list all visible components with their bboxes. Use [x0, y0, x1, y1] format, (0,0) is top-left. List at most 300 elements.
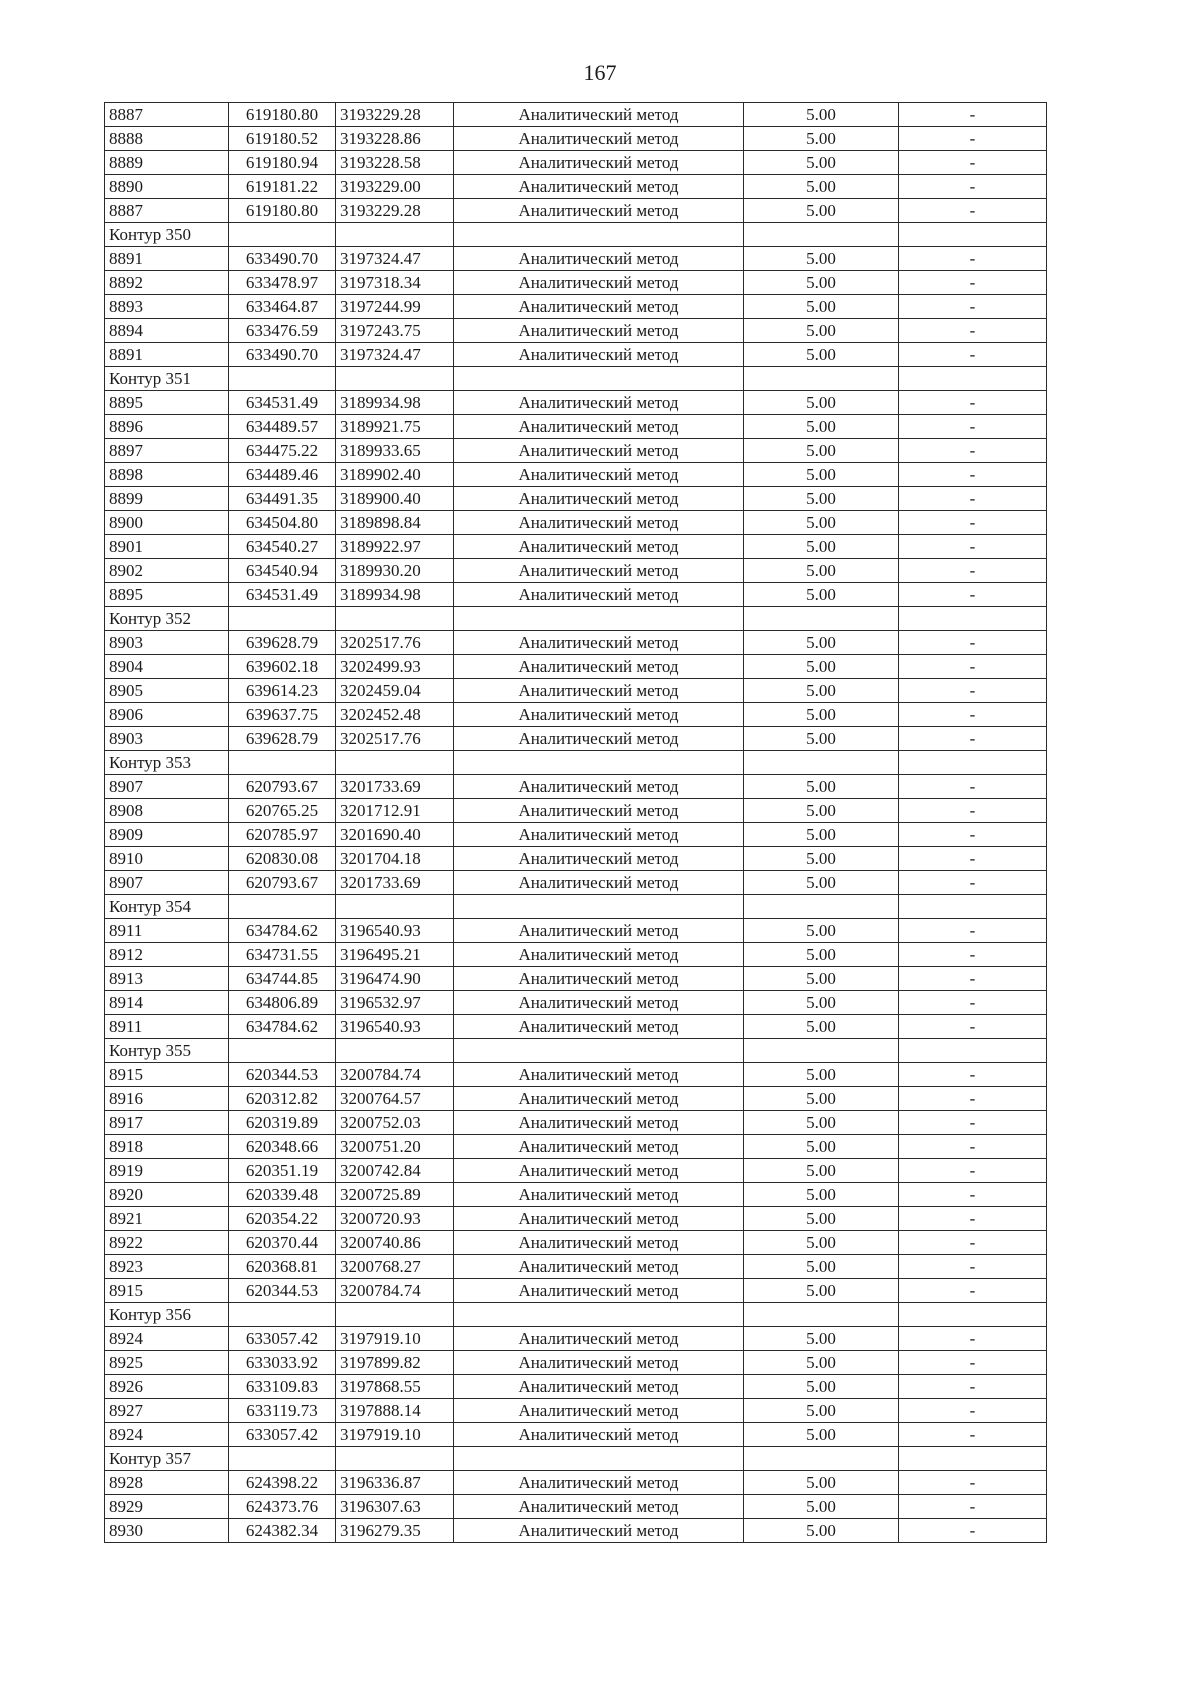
note-cell: -	[899, 319, 1047, 343]
note-cell	[899, 1303, 1047, 1327]
note-cell: -	[899, 943, 1047, 967]
method-cell: Аналитический метод	[454, 1183, 744, 1207]
accuracy-cell: 5.00	[744, 1327, 899, 1351]
y-coordinate-cell: 3197919.10	[336, 1423, 454, 1447]
y-coordinate-cell	[336, 1039, 454, 1063]
table-row	[105, 487, 1047, 511]
note-cell: -	[899, 1087, 1047, 1111]
contour-header-row	[105, 607, 1047, 631]
method-cell: Аналитический метод	[454, 655, 744, 679]
note-cell: -	[899, 1111, 1047, 1135]
note-cell: -	[899, 415, 1047, 439]
note-cell: -	[899, 1399, 1047, 1423]
method-cell: Аналитический метод	[454, 871, 744, 895]
method-cell: Аналитический метод	[454, 775, 744, 799]
table-row	[105, 655, 1047, 679]
point-number-cell: 8898	[105, 463, 229, 487]
method-cell: Аналитический метод	[454, 439, 744, 463]
method-cell: Аналитический метод	[454, 823, 744, 847]
accuracy-cell: 5.00	[744, 967, 899, 991]
x-coordinate-cell: 620793.67	[229, 871, 336, 895]
method-cell: Аналитический метод	[454, 1495, 744, 1519]
table-row	[105, 1183, 1047, 1207]
x-coordinate-cell: 620354.22	[229, 1207, 336, 1231]
accuracy-cell: 5.00	[744, 103, 899, 127]
table-row	[105, 1351, 1047, 1375]
y-coordinate-cell: 3189898.84	[336, 511, 454, 535]
y-coordinate-cell: 3200720.93	[336, 1207, 454, 1231]
x-coordinate-cell: 620344.53	[229, 1063, 336, 1087]
note-cell: -	[899, 775, 1047, 799]
y-coordinate-cell: 3202499.93	[336, 655, 454, 679]
accuracy-cell: 5.00	[744, 823, 899, 847]
y-coordinate-cell	[336, 895, 454, 919]
x-coordinate-cell: 624373.76	[229, 1495, 336, 1519]
x-coordinate-cell: 620344.53	[229, 1279, 336, 1303]
accuracy-cell: 5.00	[744, 991, 899, 1015]
table-row	[105, 1327, 1047, 1351]
method-cell: Аналитический метод	[454, 463, 744, 487]
table-row	[105, 583, 1047, 607]
x-coordinate-cell: 634744.85	[229, 967, 336, 991]
note-cell: -	[899, 871, 1047, 895]
method-cell: Аналитический метод	[454, 991, 744, 1015]
note-cell: -	[899, 343, 1047, 367]
x-coordinate-cell: 639628.79	[229, 727, 336, 751]
table-row	[105, 919, 1047, 943]
table-row	[105, 463, 1047, 487]
table-row	[105, 1231, 1047, 1255]
method-cell: Аналитический метод	[454, 1423, 744, 1447]
point-number-cell: 8915	[105, 1063, 229, 1087]
accuracy-cell: 5.00	[744, 631, 899, 655]
accuracy-cell: 5.00	[744, 871, 899, 895]
point-number-cell: 8895	[105, 391, 229, 415]
table-row	[105, 391, 1047, 415]
note-cell: -	[899, 1495, 1047, 1519]
x-coordinate-cell: 620793.67	[229, 775, 336, 799]
y-coordinate-cell: 3189921.75	[336, 415, 454, 439]
x-coordinate-cell: 619181.22	[229, 175, 336, 199]
point-number-cell: 8925	[105, 1351, 229, 1375]
contour-header-row	[105, 895, 1047, 919]
y-coordinate-cell	[336, 607, 454, 631]
accuracy-cell	[744, 223, 899, 247]
method-cell: Аналитический метод	[454, 295, 744, 319]
y-coordinate-cell: 3189930.20	[336, 559, 454, 583]
point-number-cell: 8888	[105, 127, 229, 151]
coordinates-table-body	[105, 103, 1047, 1543]
y-coordinate-cell: 3197244.99	[336, 295, 454, 319]
point-number-cell: 8893	[105, 295, 229, 319]
x-coordinate-cell: 634806.89	[229, 991, 336, 1015]
x-coordinate-cell	[229, 1039, 336, 1063]
point-number-cell: 8896	[105, 415, 229, 439]
accuracy-cell: 5.00	[744, 919, 899, 943]
note-cell: -	[899, 1351, 1047, 1375]
note-cell	[899, 1447, 1047, 1471]
accuracy-cell: 5.00	[744, 319, 899, 343]
y-coordinate-cell: 3201690.40	[336, 823, 454, 847]
table-row	[105, 559, 1047, 583]
method-cell: Аналитический метод	[454, 391, 744, 415]
y-coordinate-cell: 3200751.20	[336, 1135, 454, 1159]
y-coordinate-cell: 3197243.75	[336, 319, 454, 343]
note-cell: -	[899, 1375, 1047, 1399]
accuracy-cell: 5.00	[744, 1111, 899, 1135]
point-number-cell: 8913	[105, 967, 229, 991]
point-number-cell: 8916	[105, 1087, 229, 1111]
x-coordinate-cell: 639637.75	[229, 703, 336, 727]
table-row	[105, 727, 1047, 751]
note-cell: -	[899, 175, 1047, 199]
accuracy-cell: 5.00	[744, 439, 899, 463]
x-coordinate-cell: 634504.80	[229, 511, 336, 535]
table-row	[105, 1375, 1047, 1399]
table-row	[105, 535, 1047, 559]
table-row	[105, 991, 1047, 1015]
contour-label: Контур 355	[105, 1039, 229, 1063]
note-cell: -	[899, 463, 1047, 487]
note-cell: -	[899, 1423, 1047, 1447]
note-cell: -	[899, 847, 1047, 871]
accuracy-cell: 5.00	[744, 799, 899, 823]
point-number-cell: 8922	[105, 1231, 229, 1255]
table-row	[105, 943, 1047, 967]
table-row	[105, 1135, 1047, 1159]
page-number: 167	[583, 60, 617, 85]
table-row	[105, 967, 1047, 991]
point-number-cell: 8894	[105, 319, 229, 343]
y-coordinate-cell: 3196532.97	[336, 991, 454, 1015]
table-row	[105, 1111, 1047, 1135]
x-coordinate-cell: 633490.70	[229, 247, 336, 271]
accuracy-cell: 5.00	[744, 1399, 899, 1423]
x-coordinate-cell: 634731.55	[229, 943, 336, 967]
accuracy-cell: 5.00	[744, 1207, 899, 1231]
x-coordinate-cell: 634540.94	[229, 559, 336, 583]
table-row	[105, 1159, 1047, 1183]
method-cell: Аналитический метод	[454, 511, 744, 535]
x-coordinate-cell: 620319.89	[229, 1111, 336, 1135]
accuracy-cell: 5.00	[744, 343, 899, 367]
note-cell: -	[899, 1159, 1047, 1183]
contour-header-row	[105, 223, 1047, 247]
y-coordinate-cell: 3197324.47	[336, 343, 454, 367]
contour-label: Контур 356	[105, 1303, 229, 1327]
method-cell: Аналитический метод	[454, 271, 744, 295]
x-coordinate-cell: 624382.34	[229, 1519, 336, 1543]
y-coordinate-cell: 3196336.87	[336, 1471, 454, 1495]
table-row	[105, 439, 1047, 463]
point-number-cell: 8907	[105, 775, 229, 799]
method-cell: Аналитический метод	[454, 319, 744, 343]
coordinates-table	[104, 102, 1047, 1543]
method-cell: Аналитический метод	[454, 1351, 744, 1375]
point-number-cell: 8911	[105, 919, 229, 943]
table-row	[105, 295, 1047, 319]
accuracy-cell: 5.00	[744, 1087, 899, 1111]
method-cell: Аналитический метод	[454, 1375, 744, 1399]
method-cell	[454, 1039, 744, 1063]
method-cell: Аналитический метод	[454, 247, 744, 271]
accuracy-cell: 5.00	[744, 391, 899, 415]
method-cell: Аналитический метод	[454, 127, 744, 151]
y-coordinate-cell: 3196495.21	[336, 943, 454, 967]
note-cell: -	[899, 391, 1047, 415]
accuracy-cell: 5.00	[744, 775, 899, 799]
y-coordinate-cell: 3200784.74	[336, 1279, 454, 1303]
point-number-cell: 8911	[105, 1015, 229, 1039]
point-number-cell: 8901	[105, 535, 229, 559]
y-coordinate-cell: 3189922.97	[336, 535, 454, 559]
y-coordinate-cell: 3200768.27	[336, 1255, 454, 1279]
y-coordinate-cell: 3193229.28	[336, 103, 454, 127]
note-cell: -	[899, 1063, 1047, 1087]
contour-label: Контур 352	[105, 607, 229, 631]
note-cell: -	[899, 631, 1047, 655]
accuracy-cell: 5.00	[744, 295, 899, 319]
accuracy-cell: 5.00	[744, 847, 899, 871]
point-number-cell: 8908	[105, 799, 229, 823]
method-cell: Аналитический метод	[454, 103, 744, 127]
accuracy-cell: 5.00	[744, 1135, 899, 1159]
table-row	[105, 271, 1047, 295]
note-cell: -	[899, 1519, 1047, 1543]
note-cell: -	[899, 679, 1047, 703]
x-coordinate-cell: 634489.46	[229, 463, 336, 487]
contour-header-row	[105, 367, 1047, 391]
note-cell: -	[899, 1327, 1047, 1351]
point-number-cell: 8890	[105, 175, 229, 199]
table-row	[105, 1255, 1047, 1279]
point-number-cell: 8904	[105, 655, 229, 679]
y-coordinate-cell: 3196279.35	[336, 1519, 454, 1543]
accuracy-cell: 5.00	[744, 1063, 899, 1087]
y-coordinate-cell	[336, 751, 454, 775]
point-number-cell: 8921	[105, 1207, 229, 1231]
note-cell	[899, 751, 1047, 775]
method-cell: Аналитический метод	[454, 1015, 744, 1039]
method-cell: Аналитический метод	[454, 175, 744, 199]
accuracy-cell: 5.00	[744, 559, 899, 583]
accuracy-cell: 5.00	[744, 463, 899, 487]
contour-header-row	[105, 1039, 1047, 1063]
method-cell: Аналитический метод	[454, 1063, 744, 1087]
accuracy-cell	[744, 1303, 899, 1327]
point-number-cell: 8899	[105, 487, 229, 511]
contour-header-row	[105, 751, 1047, 775]
accuracy-cell: 5.00	[744, 415, 899, 439]
accuracy-cell	[744, 1039, 899, 1063]
accuracy-cell	[744, 607, 899, 631]
y-coordinate-cell	[336, 223, 454, 247]
table-row	[105, 319, 1047, 343]
x-coordinate-cell: 634475.22	[229, 439, 336, 463]
x-coordinate-cell: 633109.83	[229, 1375, 336, 1399]
table-row	[105, 1519, 1047, 1543]
x-coordinate-cell: 620351.19	[229, 1159, 336, 1183]
point-number-cell: 8914	[105, 991, 229, 1015]
x-coordinate-cell	[229, 607, 336, 631]
method-cell: Аналитический метод	[454, 199, 744, 223]
accuracy-cell: 5.00	[744, 487, 899, 511]
y-coordinate-cell: 3201704.18	[336, 847, 454, 871]
method-cell: Аналитический метод	[454, 415, 744, 439]
x-coordinate-cell	[229, 895, 336, 919]
y-coordinate-cell: 3196307.63	[336, 1495, 454, 1519]
table-row	[105, 1015, 1047, 1039]
x-coordinate-cell: 620348.66	[229, 1135, 336, 1159]
contour-label: Контур 354	[105, 895, 229, 919]
accuracy-cell: 5.00	[744, 127, 899, 151]
accuracy-cell: 5.00	[744, 1495, 899, 1519]
method-cell	[454, 895, 744, 919]
method-cell: Аналитический метод	[454, 1087, 744, 1111]
x-coordinate-cell: 619180.80	[229, 199, 336, 223]
x-coordinate-cell: 633057.42	[229, 1327, 336, 1351]
point-number-cell: 8926	[105, 1375, 229, 1399]
table-row	[105, 343, 1047, 367]
y-coordinate-cell: 3197868.55	[336, 1375, 454, 1399]
y-coordinate-cell: 3196474.90	[336, 967, 454, 991]
accuracy-cell: 5.00	[744, 535, 899, 559]
point-number-cell: 8895	[105, 583, 229, 607]
table-row	[105, 703, 1047, 727]
contour-label: Контур 353	[105, 751, 229, 775]
point-number-cell: 8927	[105, 1399, 229, 1423]
x-coordinate-cell: 639602.18	[229, 655, 336, 679]
note-cell: -	[899, 1279, 1047, 1303]
accuracy-cell	[744, 751, 899, 775]
accuracy-cell: 5.00	[744, 1351, 899, 1375]
method-cell: Аналитический метод	[454, 1279, 744, 1303]
method-cell: Аналитический метод	[454, 1471, 744, 1495]
accuracy-cell	[744, 895, 899, 919]
y-coordinate-cell: 3201712.91	[336, 799, 454, 823]
point-number-cell: 8915	[105, 1279, 229, 1303]
x-coordinate-cell: 620785.97	[229, 823, 336, 847]
y-coordinate-cell: 3200752.03	[336, 1111, 454, 1135]
x-coordinate-cell: 620370.44	[229, 1231, 336, 1255]
point-number-cell: 8903	[105, 727, 229, 751]
accuracy-cell: 5.00	[744, 1231, 899, 1255]
method-cell: Аналитический метод	[454, 1399, 744, 1423]
table-row	[105, 247, 1047, 271]
method-cell: Аналитический метод	[454, 1135, 744, 1159]
y-coordinate-cell: 3189902.40	[336, 463, 454, 487]
y-coordinate-cell: 3193228.58	[336, 151, 454, 175]
point-number-cell: 8917	[105, 1111, 229, 1135]
point-number-cell: 8918	[105, 1135, 229, 1159]
note-cell: -	[899, 799, 1047, 823]
y-coordinate-cell: 3197888.14	[336, 1399, 454, 1423]
note-cell: -	[899, 1255, 1047, 1279]
note-cell: -	[899, 967, 1047, 991]
accuracy-cell: 5.00	[744, 655, 899, 679]
method-cell	[454, 1447, 744, 1471]
point-number-cell: 8887	[105, 199, 229, 223]
point-number-cell: 8928	[105, 1471, 229, 1495]
y-coordinate-cell: 3200740.86	[336, 1231, 454, 1255]
table-row	[105, 199, 1047, 223]
note-cell: -	[899, 559, 1047, 583]
note-cell: -	[899, 103, 1047, 127]
note-cell: -	[899, 703, 1047, 727]
method-cell: Аналитический метод	[454, 703, 744, 727]
accuracy-cell	[744, 367, 899, 391]
x-coordinate-cell: 619180.52	[229, 127, 336, 151]
point-number-cell: 8897	[105, 439, 229, 463]
note-cell: -	[899, 823, 1047, 847]
method-cell	[454, 367, 744, 391]
method-cell: Аналитический метод	[454, 343, 744, 367]
point-number-cell: 8929	[105, 1495, 229, 1519]
point-number-cell: 8923	[105, 1255, 229, 1279]
point-number-cell: 8889	[105, 151, 229, 175]
method-cell: Аналитический метод	[454, 1159, 744, 1183]
point-number-cell: 8906	[105, 703, 229, 727]
y-coordinate-cell: 3189934.98	[336, 583, 454, 607]
note-cell: -	[899, 247, 1047, 271]
method-cell: Аналитический метод	[454, 1207, 744, 1231]
point-number-cell: 8892	[105, 271, 229, 295]
contour-label: Контур 351	[105, 367, 229, 391]
method-cell: Аналитический метод	[454, 847, 744, 871]
table-row	[105, 1207, 1047, 1231]
y-coordinate-cell: 3196540.93	[336, 1015, 454, 1039]
point-number-cell: 8902	[105, 559, 229, 583]
point-number-cell: 8924	[105, 1423, 229, 1447]
x-coordinate-cell: 620368.81	[229, 1255, 336, 1279]
method-cell	[454, 607, 744, 631]
method-cell: Аналитический метод	[454, 799, 744, 823]
y-coordinate-cell	[336, 1303, 454, 1327]
y-coordinate-cell: 3202459.04	[336, 679, 454, 703]
table-row	[105, 1279, 1047, 1303]
method-cell: Аналитический метод	[454, 1327, 744, 1351]
accuracy-cell: 5.00	[744, 583, 899, 607]
x-coordinate-cell	[229, 751, 336, 775]
accuracy-cell: 5.00	[744, 1255, 899, 1279]
y-coordinate-cell: 3196540.93	[336, 919, 454, 943]
note-cell: -	[899, 727, 1047, 751]
point-number-cell: 8903	[105, 631, 229, 655]
x-coordinate-cell: 634491.35	[229, 487, 336, 511]
accuracy-cell: 5.00	[744, 1183, 899, 1207]
note-cell: -	[899, 583, 1047, 607]
method-cell: Аналитический метод	[454, 535, 744, 559]
x-coordinate-cell: 620765.25	[229, 799, 336, 823]
x-coordinate-cell: 624398.22	[229, 1471, 336, 1495]
y-coordinate-cell: 3202517.76	[336, 727, 454, 751]
accuracy-cell: 5.00	[744, 1015, 899, 1039]
point-number-cell: 8905	[105, 679, 229, 703]
table-row	[105, 871, 1047, 895]
point-number-cell: 8920	[105, 1183, 229, 1207]
method-cell	[454, 223, 744, 247]
x-coordinate-cell: 633490.70	[229, 343, 336, 367]
point-number-cell: 8910	[105, 847, 229, 871]
method-cell	[454, 751, 744, 775]
accuracy-cell: 5.00	[744, 1471, 899, 1495]
x-coordinate-cell: 634784.62	[229, 919, 336, 943]
note-cell: -	[899, 199, 1047, 223]
x-coordinate-cell	[229, 223, 336, 247]
x-coordinate-cell: 634531.49	[229, 391, 336, 415]
x-coordinate-cell: 620312.82	[229, 1087, 336, 1111]
y-coordinate-cell: 3201733.69	[336, 871, 454, 895]
